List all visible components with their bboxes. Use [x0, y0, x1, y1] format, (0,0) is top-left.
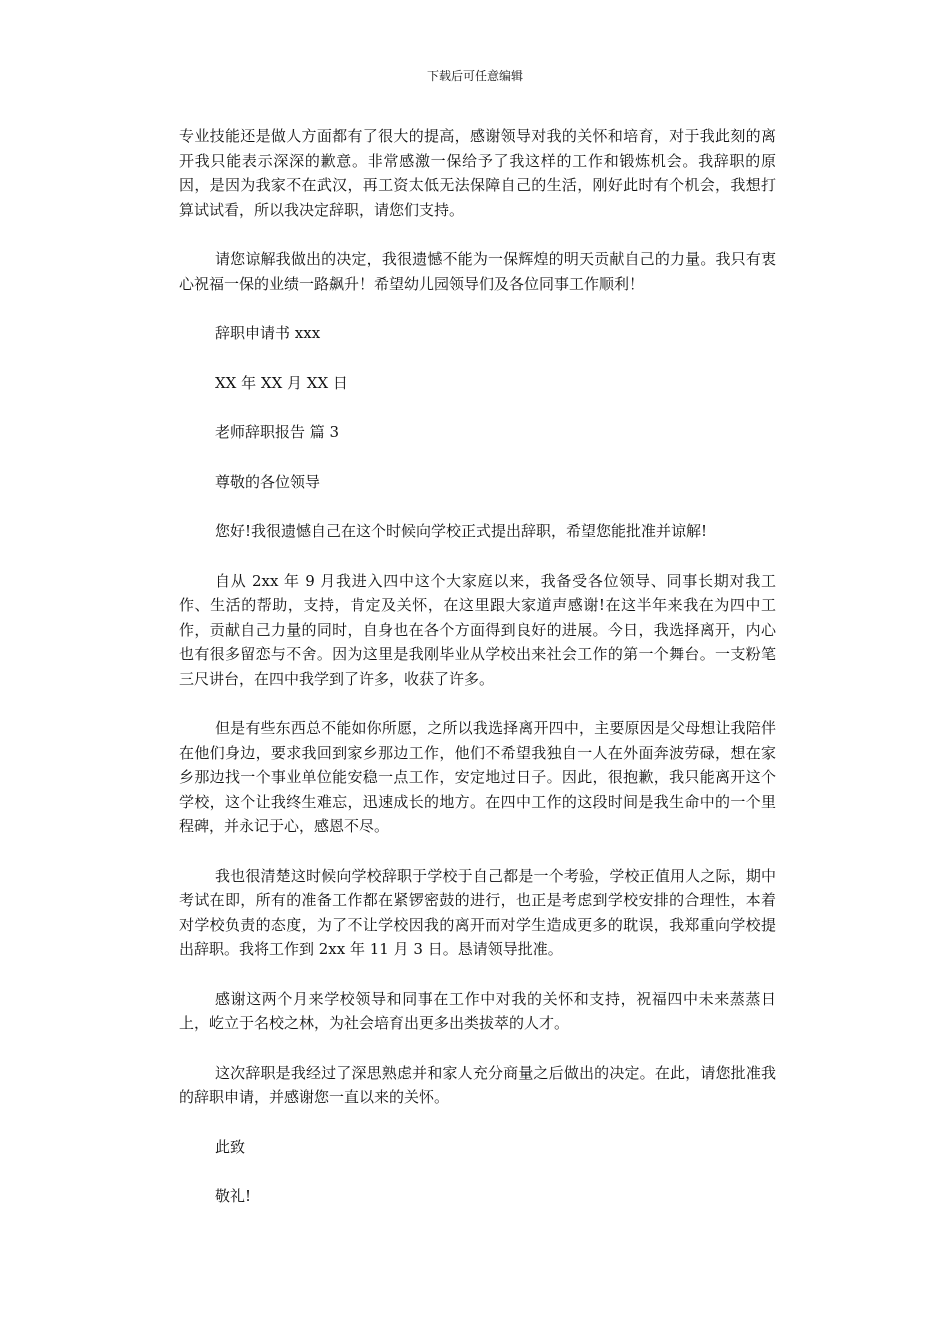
- paragraph-thanks: 感谢这两个月来学校领导和同事在工作中对我的关怀和支持，祝福四中未来蒸蒸日上，屹立于名校之林，为社会培育出更多出类拔萃的人才。: [179, 989, 776, 1032]
- section-title: 老师辞职报告 篇 3: [215, 423, 340, 441]
- salutation: 尊敬的各位领导: [215, 472, 321, 491]
- paragraph-continued: 专业技能还是做人方面都有了很大的提高，感谢领导对我的关怀和培育，对于我此刻的离开我只能表示深深的歉意。非常感激一保给予了我这样的工作和锻炼机会。我辞职的原因，是因为我家不在武汉，再工资太低无法保障自己的生活，刚好此时有个机会，我想打算试试看，所以我决定辞职，请您们支持。: [179, 127, 776, 219]
- date-line: XX 年 XX 月 XX 日: [215, 373, 348, 392]
- signature-line: 辞职申请书 xxx: [215, 324, 321, 342]
- page-header: [0, 66, 950, 86]
- paragraph-apology: 请您谅解我做出的决定，我很遗憾不能为一保辉煌的明天贡献自己的力量。我只有衷心祝福一保的业绩一路飙升！希望幼儿园领导们及各位同事工作顺利！: [179, 250, 776, 293]
- document-body: [179, 124, 776, 1209]
- closing-salute: 敬礼!: [215, 1187, 252, 1205]
- closing-line: 此致: [215, 1137, 246, 1156]
- header-note: 下载后可任意编辑: [426, 69, 523, 83]
- paragraph-gratitude: 自从 2xx 年 9 月我进入四中这个大家庭以来，我备受各位领导、同事长期对我工作、生活的帮助，支持，肯定及关怀，在这里跟大家道声感谢!在这半年来我在为四中工作，贡献自己力量的同时，自身也在各个方面得到良好的进展。今日，我选择离开，内心也有很多留恋与不舍。因为这里是我刚毕业从学校出来社会工作的第一个舞台。一支粉笔三尺讲台，在四中我学到了许多，收获了许多。: [179, 571, 776, 688]
- paragraph-request: 这次辞职是我经过了深思熟虑并和家人充分商量之后做出的决定。在此，请您批准我的辞职申请，并感谢您一直以来的关怀。: [179, 1063, 776, 1106]
- paragraph-greeting: 您好!我很遗憾自己在这个时候向学校正式提出辞职，希望您能批准并谅解!: [215, 522, 708, 540]
- paragraph-reason: 但是有些东西总不能如你所愿，之所以我选择离开四中，主要原因是父母想让我陪伴在他们身边，要求我回到家乡那边工作，他们不希望我独自一人在外面奔波劳碌，想在家乡那边找一个事业单位能安稳一点工作，安定地过日子。因此，很抱歉，我只能离开这个学校，这个让我终生难忘，迅速成长的地方。在四中工作的这段时间是我生命中的一个里程碑，并永记于心，感恩不尽。: [179, 719, 776, 835]
- paragraph-timing: 我也很清楚这时候向学校辞职于学校于自己都是一个考验，学校正值用人之际，期中考试在即，所有的准备工作都在紧锣密鼓的进行，也正是考虑到学校安排的合理性，本着对学校负责的态度，为了不让学校因我的离开而对学生造成更多的耽误，我郑重向学校提出辞职。我将工作到 2xx 年 11 月 3 日。恳请领导批准。: [179, 866, 776, 958]
